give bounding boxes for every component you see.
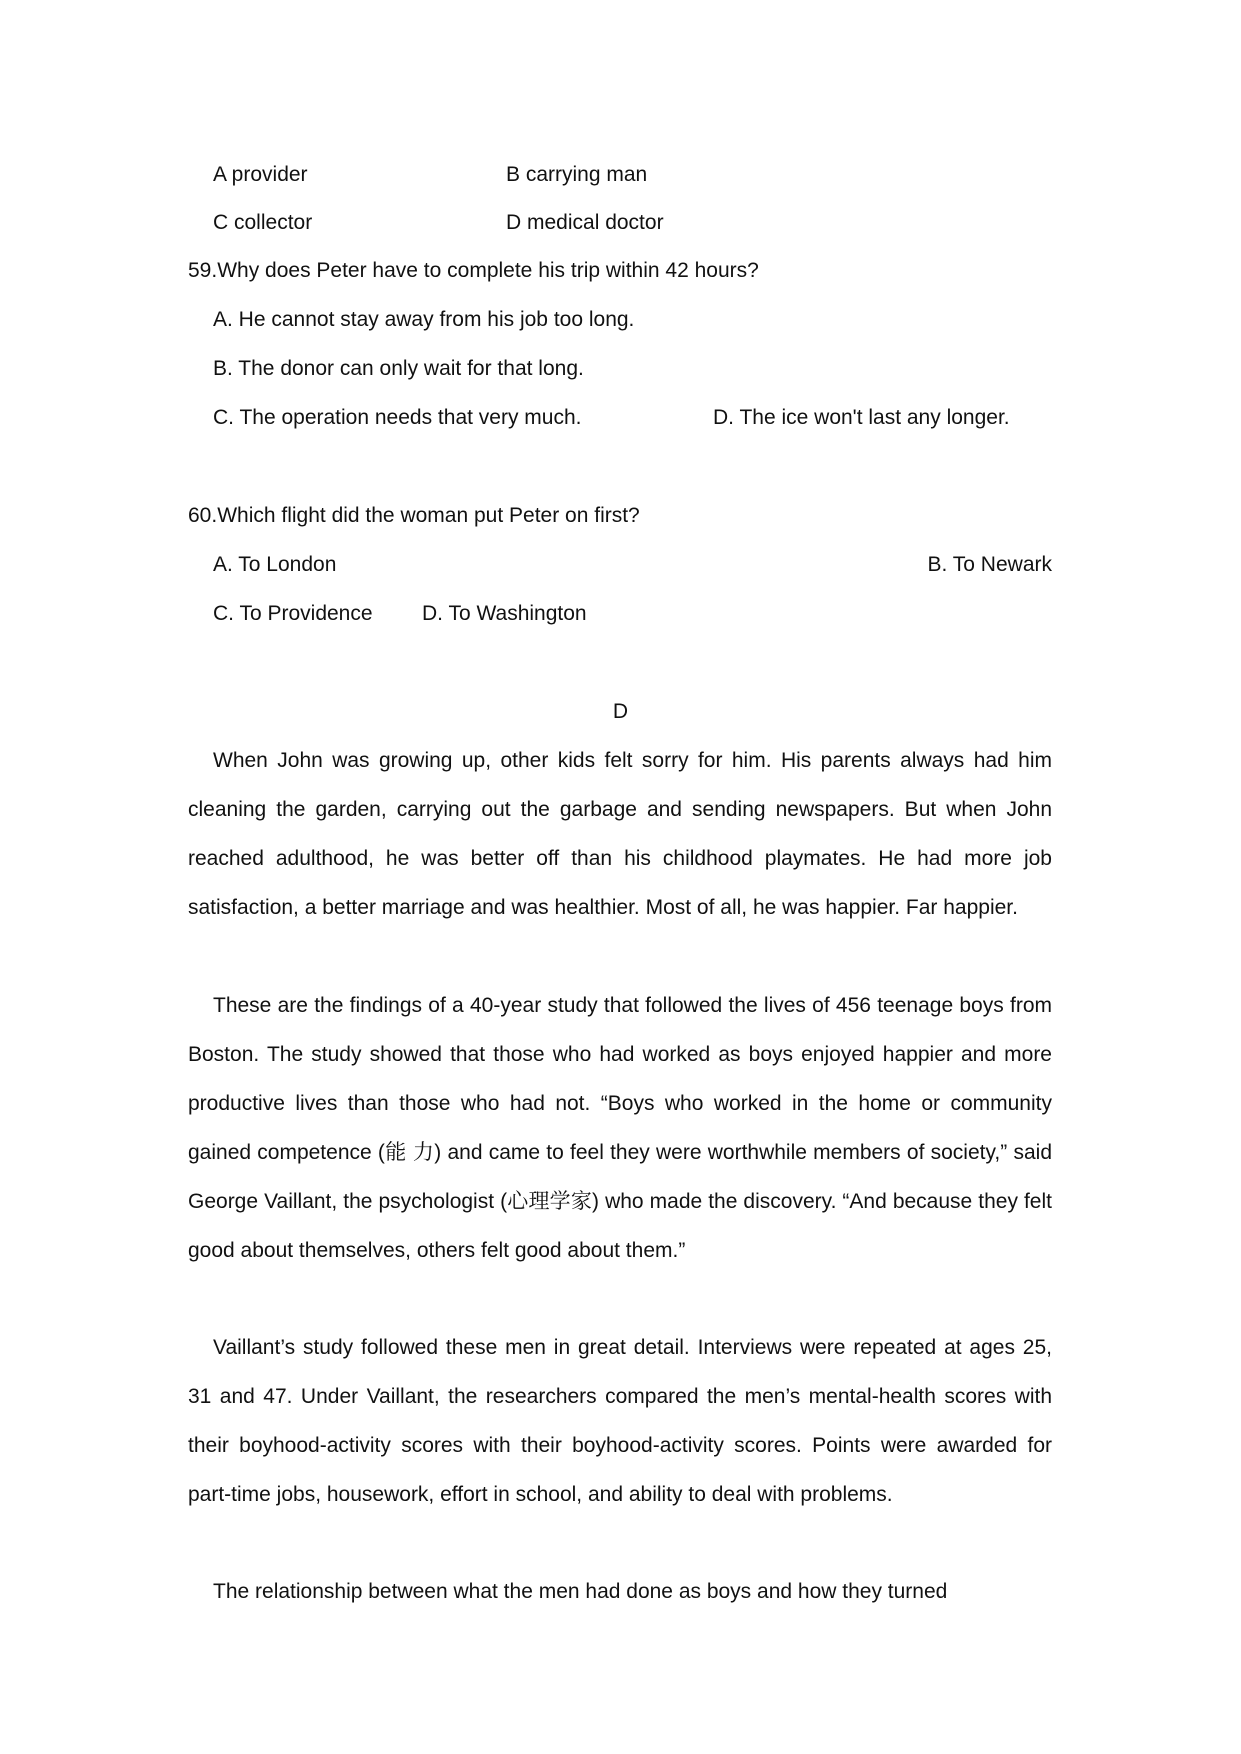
- q59-option-b: B. The donor can only wait for that long.: [213, 357, 584, 380]
- q58-option-b: B carrying man: [506, 163, 648, 186]
- passage-paragraph-3: Vaillant’s study followed these men in great detail. Interviews were repeated at ages 25, 31 and 47. Under Vaillant, the researchers compared the men’s mental-health scores with their boyhood-activity scores with their boyhood-activity scores. Points were awarded for part-time jobs, housework, effort in school, and ability to deal with problems.: [188, 1336, 1052, 1506]
- q60-question: 60.Which flight did the woman put Peter on first?: [188, 504, 640, 527]
- q60-option-a: A. To London: [213, 553, 337, 576]
- q59-option-a: A. He cannot stay away from his job too long.: [213, 308, 635, 331]
- passage-paragraph-4: The relationship between what the men had done as boys and how they turned: [213, 1580, 948, 1603]
- q58-options-row-1: [0, 161, 1241, 189]
- q58-option-a: A provider: [213, 163, 308, 186]
- q59-option-d: D. The ice won't last any longer.: [713, 406, 1010, 429]
- q59-question: 59.Why does Peter have to complete his trip within 42 hours?: [188, 259, 759, 282]
- q58-option-d: D medical doctor: [506, 211, 664, 234]
- q58-option-c: C collector: [213, 211, 313, 234]
- q60-option-b: B. To Newark: [927, 553, 1052, 576]
- q59-option-c: C. The operation needs that very much.: [213, 406, 582, 429]
- q58-options-row-2: [0, 209, 1241, 237]
- passage-paragraph-1: When John was growing up, other kids felt sorry for him. His parents always had him cleaning the garden, carrying out the garbage and sending newspapers. But when John reached adulthood, he was better off than his childhood playmates. He had more job satisfaction, a better marriage and was healthier. Most of all, he was happier. Far happier.: [188, 749, 1052, 919]
- q60-option-c: C. To Providence: [213, 602, 373, 625]
- passage-paragraph-2: These are the findings of a 40-year study that followed the lives of 456 teenage boys from Boston. The study showed that those who had worked as boys enjoyed happier and more productive lives than those who had not. “Boys who worked in the home or community gained competence (能 力) and came to feel they were worthwhile members of society,” said George Vaillant, the psychologist (心理学家) who made the discovery. “And because they felt good about themselves, others felt good about them.”: [188, 994, 1052, 1262]
- section-heading-d: D: [612, 700, 629, 723]
- q60-option-d: D. To Washington: [422, 602, 587, 625]
